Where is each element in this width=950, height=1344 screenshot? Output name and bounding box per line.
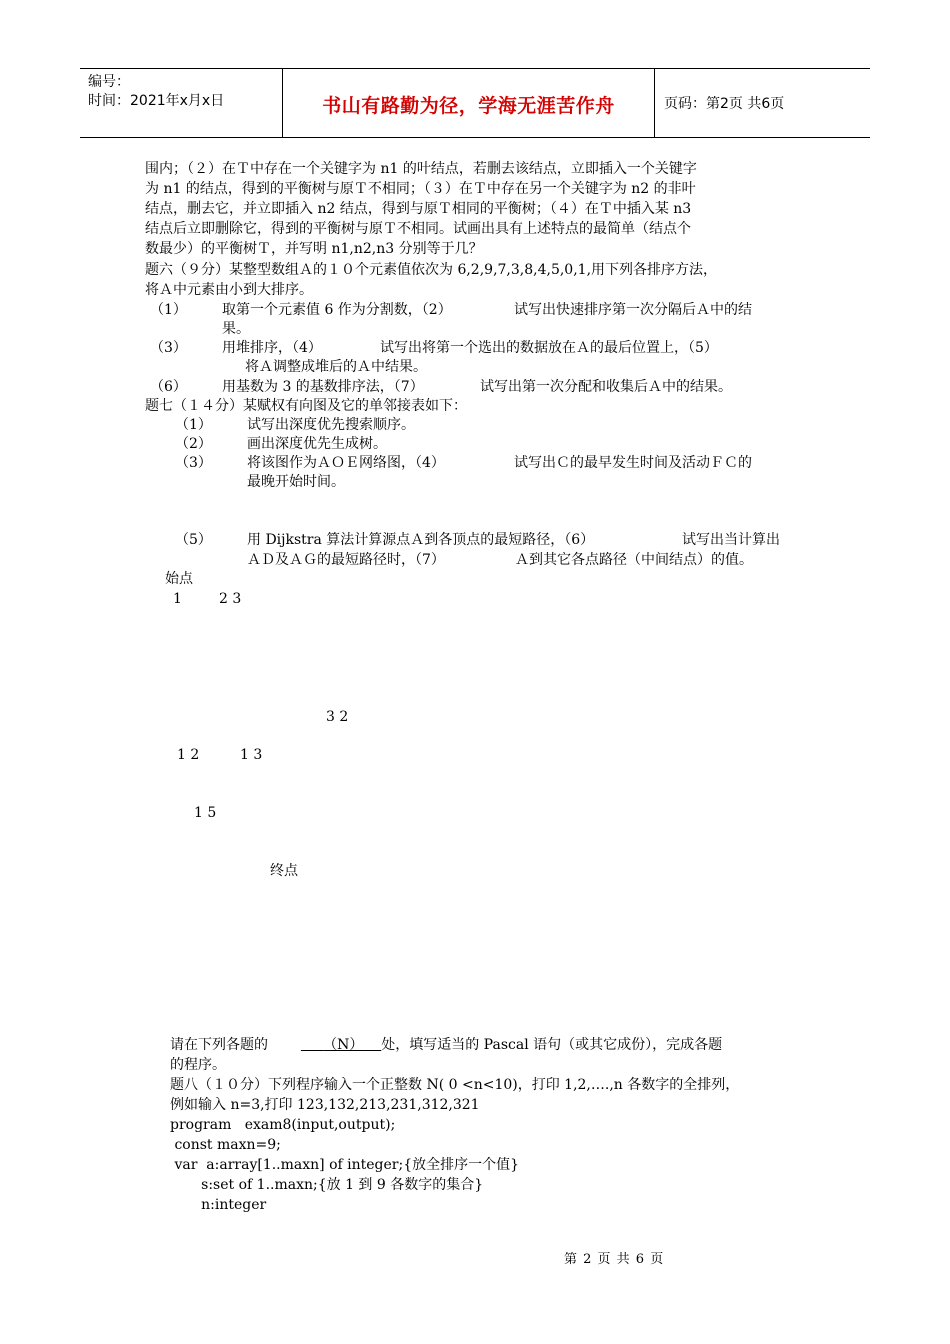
q6-item-text2: 试写出将第一个选出的数据放在Ａ的最后位置上，（5）	[380, 340, 718, 356]
date-line: 时间：2021年x月x日	[88, 93, 225, 109]
body-line: 围内；（２）在Ｔ中存在一个关键字为 n1 的叶结点，若删去该结点，立即插入一个关键字	[145, 161, 697, 177]
q7-item-text2: 试写出当计算出	[682, 532, 780, 548]
q6-item-cont: 将Ａ调整成堆后的Ａ中结果。	[245, 359, 427, 375]
code-line: const maxn=9;	[170, 1137, 281, 1153]
fill-intro-start: 请在下列各题的	[170, 1037, 268, 1053]
page-header	[80, 68, 870, 138]
fill-intro	[170, 1036, 722, 1055]
fill-blank: （N）	[323, 1037, 364, 1053]
q6-item-text: 用堆排序，（4）	[222, 340, 322, 356]
graph-weight: 1 2	[177, 747, 200, 763]
header-meta	[88, 73, 224, 111]
graph-weight: 3 2	[326, 709, 349, 725]
q7-item-num: （5）	[175, 532, 212, 548]
body-line: 数最少）的平衡树Ｔ，并写明 n1,n2,n3 分别等于几？	[145, 241, 483, 257]
graph-start-label: 始点	[165, 571, 193, 587]
code-line: var a:array[1..maxn] of integer;{放全排序一个值}	[170, 1157, 520, 1173]
q6-item-text2: 试写出第一次分配和收集后Ａ中的结果。	[480, 379, 732, 395]
q7-item-num: （1）	[175, 417, 212, 433]
q8-title: 题八（１０分）下列程序输入一个正整数 N( 0 <n<10)，打印 1,2,….,n 各数字的全排列，	[170, 1077, 740, 1093]
code-line: program exam8(input,output);	[170, 1117, 396, 1133]
q7-title: 题七（１４分）某赋权有向图及它的单邻接表如下：	[145, 398, 467, 414]
number-label: 编号：	[88, 74, 130, 90]
q7-item-cont: 最晚开始时间。	[247, 474, 345, 490]
code-line: s:set of 1..maxn;{放 1 到 9 各数字的集合}	[170, 1177, 484, 1193]
graph-weight: 1 5	[194, 805, 217, 821]
q7-item-num: （3）	[175, 455, 212, 471]
q6-item-num: （3）	[150, 340, 187, 356]
graph-weight: 1 3	[240, 747, 263, 763]
q7-item-text: 用 Dijkstra 算法计算源点Ａ到各顶点的最短路径，（6）	[247, 532, 595, 548]
q6-item-text: 取第一个元素值 6 作为分割数，（2）	[222, 302, 452, 318]
q7-item-text2: 试写出Ｃ的最早发生时间及活动ＦＣ的	[514, 455, 752, 471]
q6-item-text: 用基数为 3 的基数排序法，（7）	[222, 379, 424, 395]
q7-item-text: 将该图作为ＡＯＥ网络图，（4）	[247, 455, 445, 471]
body-line: 结点，删去它，并立即插入 n2 结点，得到与原Ｔ相同的平衡树；（４）在Ｔ中插入某 n3	[145, 201, 692, 217]
q6-item-cont: 果。	[222, 321, 250, 337]
q7-item-cont: ＡＤ及ＡＧ的最短路径时，（7）	[247, 552, 445, 568]
graph-weight: 2 3	[219, 591, 242, 607]
page-footer: 第 2 页 共 6 页	[564, 1252, 665, 1267]
q8-line2: 例如输入 n=3,打印 123,132,213,231,312,321	[170, 1097, 480, 1113]
header-divider-right	[654, 69, 655, 137]
q7-item-cont2: Ａ到其它各点路径（中间结点）的值。	[515, 552, 753, 568]
code-line: n:integer	[170, 1197, 267, 1213]
q6-title: 题六（９分）某整型数组Ａ的１０个元素值依次为 6,2,9,7,3,8,4,5,0,1,用下列各排序方法，	[145, 262, 718, 278]
q7-item-num: （2）	[175, 436, 212, 452]
graph-weight: 1	[173, 591, 182, 607]
q6-item-num: （6）	[150, 379, 187, 395]
body-line: 结点后立即删除它，得到的平衡树与原Ｔ不相同。试画出具有上述特点的最简单（结点个	[145, 221, 691, 237]
body-line: 为 n1 的结点，得到的平衡树与原Ｔ不相同；（３）在Ｔ中存在另一个关键字为 n2 的非叶	[145, 181, 696, 197]
q6-item-num: （1）	[150, 302, 187, 318]
q7-item-text: 试写出深度优先搜索顺序。	[247, 417, 415, 433]
fill-intro-end: 处，填写适当的 Pascal 语句（或其它成份），完成各题	[381, 1037, 723, 1053]
fill-intro-line2: 的程序。	[170, 1057, 226, 1073]
graph-end-label: 终点	[270, 863, 298, 879]
q6-line2: 将Ａ中元素由小到大排序。	[145, 282, 313, 298]
q7-item-text: 画出深度优先生成树。	[247, 436, 387, 452]
header-page-info: 页码：第2页 共6页	[664, 96, 785, 112]
q6-item-text2: 试写出快速排序第一次分隔后Ａ中的结	[514, 302, 752, 318]
header-motto: 书山有路勤为径，学海无涯苦作舟	[322, 95, 615, 117]
